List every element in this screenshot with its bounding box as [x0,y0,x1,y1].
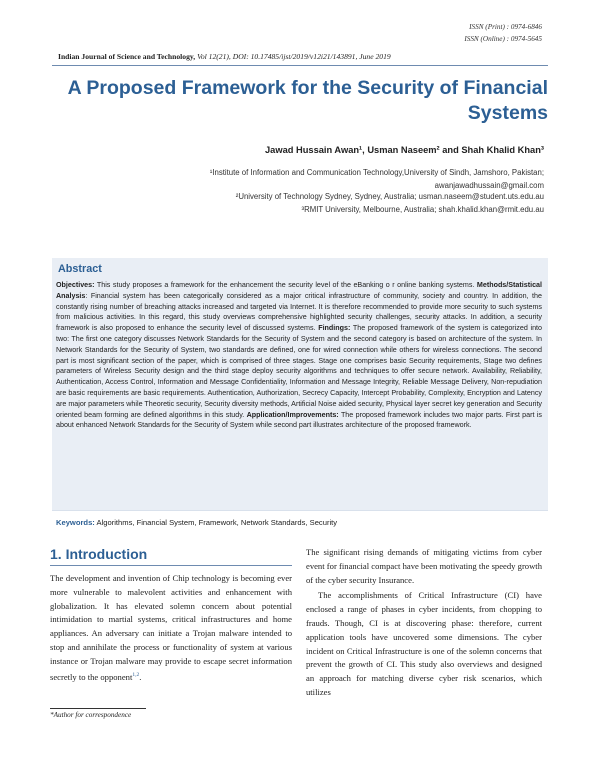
methods-label: Methods/Statistical Analysis [56,281,542,300]
introduction-heading: 1. Introduction [50,546,148,562]
author-list: Jawad Hussain Awan¹, Usman Naseem² and Shah Khalid Khan³ [265,145,544,155]
journal-citation [58,52,558,61]
objectives-text: This study proposes a framework for the enhancement the security level of the eBanking o r online banking systems. [94,281,477,289]
issn-online: ISSN (Online) : 0974-5645 [464,35,542,43]
application-text: The proposed framework includes two major parts. First part is about enhanced Network Standards for the Security of System while second part illustrates architecture of the proposed framework. [56,410,542,430]
abstract-body [56,280,542,431]
citation-link[interactable]: 1,2 [132,671,140,678]
affiliation-1-email: awanjawadhussain@gmail.com [434,181,544,190]
header-divider [52,65,548,66]
application-label: Application/Improvements: [246,410,339,419]
abstract-panel [52,258,548,511]
issn-block [464,21,542,45]
intro-paragraph-3: The accomplishments of Critical Infrastructure (CI) have enclosed a range of phases in cyber incidents, from chopping to frauds. Though, CI is at discovering phase: therefore, current application tools have uncovered some dimensions. The cyber incident on Critical Infrastructure is one of the solemn concerns that prevent the growth of CI. This study also overviews and designed an approach for matching diverse cyber risk scenarios, which utilizes [306,590,542,697]
keywords-label: Keywords: [56,518,95,527]
keywords-line [56,518,546,527]
introduction-right-column [306,546,542,700]
intro-paragraph-1 [50,572,292,684]
affiliation-1 [210,166,544,192]
intro-paragraph-2: The significant rising demands of mitigating victims from cyber event for financial compact have been motivating the speedy growth of the cyber security Insurance. [306,547,542,585]
introduction-left-column [50,572,292,684]
affiliation-1-line1: ¹Institute of Information and Communication Technology,University of Sindh, Jamshoro, Pakistan; [209,168,544,177]
issn-print: ISSN (Print) : 0974-6846 [469,23,542,31]
abstract-heading: Abstract [58,263,102,275]
objectives-label: Objectives: [56,281,95,289]
correspondence-footnote: *Author for correspondence [50,711,132,719]
paper-title: A Proposed Framework for the Security of Financial Systems [67,77,548,124]
affiliation-2: ²University of Technology Sydney, Sydney, Australia; usman.naseem@student.uts.edu.au [235,192,544,201]
journal-details: Vol 12(21), DOI: 10.17485/ijst/2019/v12i21/143891, June 2019 [197,52,391,61]
findings-text: The proposed framework of the system is categorized into two: The first one category discusses Network Standards for the Security of System and the second category is based on architecture of the system. In Network Standards for the Security of System, two standards are defined, one for wired connection while others for wireless connections. The second part is most significant section of the paper, which is comprised of three stages. Stage one comprises basic Security requirements, Stage two defines parameters of Wireless Security design and the third stage deploy security algorithms and techniques to offer secure network. Availability, Reliability, Authentication, Access Control, Information and Message Confidentiality, Information and Message Integrity, Reliable Message Delivery, Non-repudiation are basic requirements are basic requirements. Authentication, Authorization, Secrecy Capacity, Intercept Probability, Complexity, Encryption and Latency are major parameters while Theoretic security, Security diversity methods, Artificial Noise aided security, Physical layer secret key generation and Security oriented beam forming are defined algorithms in this study. [56,324,542,419]
intro-paragraph-1-end: . [139,671,142,682]
footnote-divider [50,708,146,709]
affiliation-3: ³RMIT University, Melbourne, Australia; shah.khalid.khan@rmit.edu.au [301,205,544,214]
section-divider [50,565,292,566]
findings-label: Findings: [318,324,351,333]
intro-paragraph-1-text: The development and invention of Chip technology is becoming ever more vulnerable to malevolent activities and enhancement with globalization. It has elevated solemn concern about potential intimidation to martial systems, critical infrastructures and home appliances. An adversary can initiate a Trojan malware intended to stop and annihilate the process or functionality of system at various instance or Trojan malware may provide to escape secret information secretly to the opponent [50,573,292,682]
journal-name: Indian Journal of Science and Technology, [58,52,196,61]
keywords-text: Algorithms, Financial System, Framework, Network Standards, Security [94,518,338,527]
methods-text: : Financial system has been categorically considered as a major critical infrastructure of community, society and country. In addition, the constantly rising number of breaching attacks increased and targeted via Internet. It is therefore recommended to provide more security to such systems from malicious activities. In this regard, this study overviews comprehensive highlighted security challenges, security attacks. In addition, a security framework is also proposed to enhance the security level of discussed systems. [56,291,542,333]
